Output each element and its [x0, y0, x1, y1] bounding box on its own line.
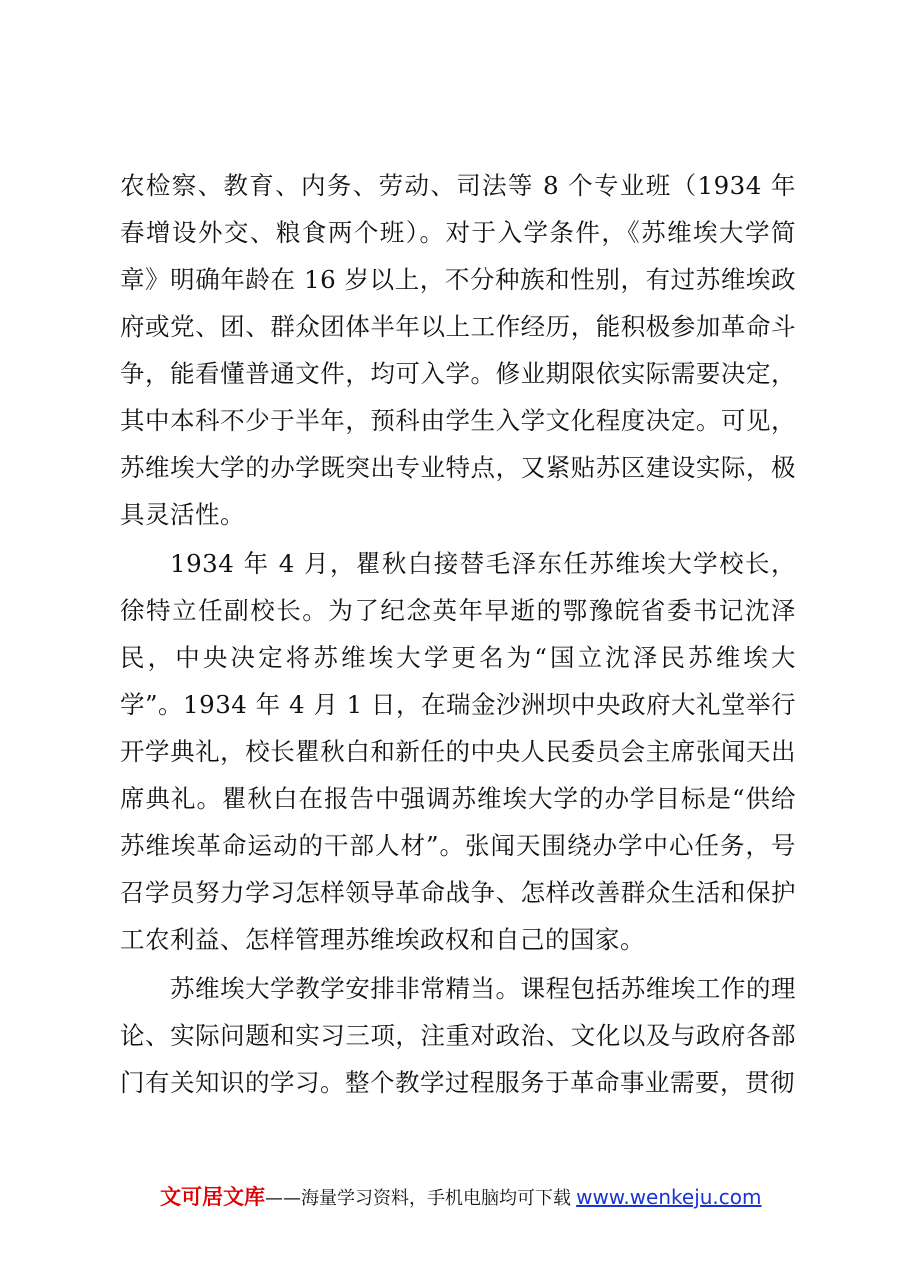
- paragraph-3: 苏维埃大学教学安排非常精当。课程包括苏维埃工作的理论、实际问题和实习三项，注重对政治、文化以及与政府各部门有关知识的学习。整个教学过程服务于革命事业需要，贯彻: [120, 974, 796, 1097]
- paragraph-2: 1934 年 4 月，瞿秋白接替毛泽东任苏维埃大学校长，徐特立任副校长。为了纪念英年早逝的鄂豫皖省委书记沈泽民，中央决定将苏维埃大学更名为“国立沈泽民苏维埃大学”。1934 年 4 月 1 日，在瑞金沙洲坝中央政府大礼堂举行开学典礼，校长瞿秋白和新任的中央人民委员会主席张闻天出席典礼。瞿秋白在报告中强调苏维埃大学的办学目标是“供给苏维埃革命运动的干部人材”。张闻天围绕办学中心任务，号召学员努力学习怎样领导革命战争、怎样改善群众生活和保护工农利益、怎样管理苏维埃政权和自己的国家。: [120, 549, 796, 954]
- brand-name: 文可居文库: [160, 1185, 265, 1209]
- website-link[interactable]: www.wenkeju.com: [576, 1185, 762, 1209]
- footer-tagline: ——海量学习资料，手机电脑均可下载: [265, 1188, 571, 1209]
- body-text: [120, 162, 796, 1106]
- footer-banner: [160, 1181, 860, 1215]
- paragraph-1: 农检察、教育、内务、劳动、司法等 8 个专业班（1934 年春增设外交、粮食两个班）。对于入学条件，《苏维埃大学简章》明确年龄在 16 岁以上，不分种族和性别，有过苏维埃政府或党、团、群众团体半年以上工作经历，能积极参加革命斗争，能看懂普通文件，均可入学。修业期限依实际需要决定，其中本科不少于半年，预科由学生入学文化程度决定。可见，苏维埃大学的办学既突出专业特点，又紧贴苏区建设实际，极具灵活性。: [120, 171, 796, 529]
